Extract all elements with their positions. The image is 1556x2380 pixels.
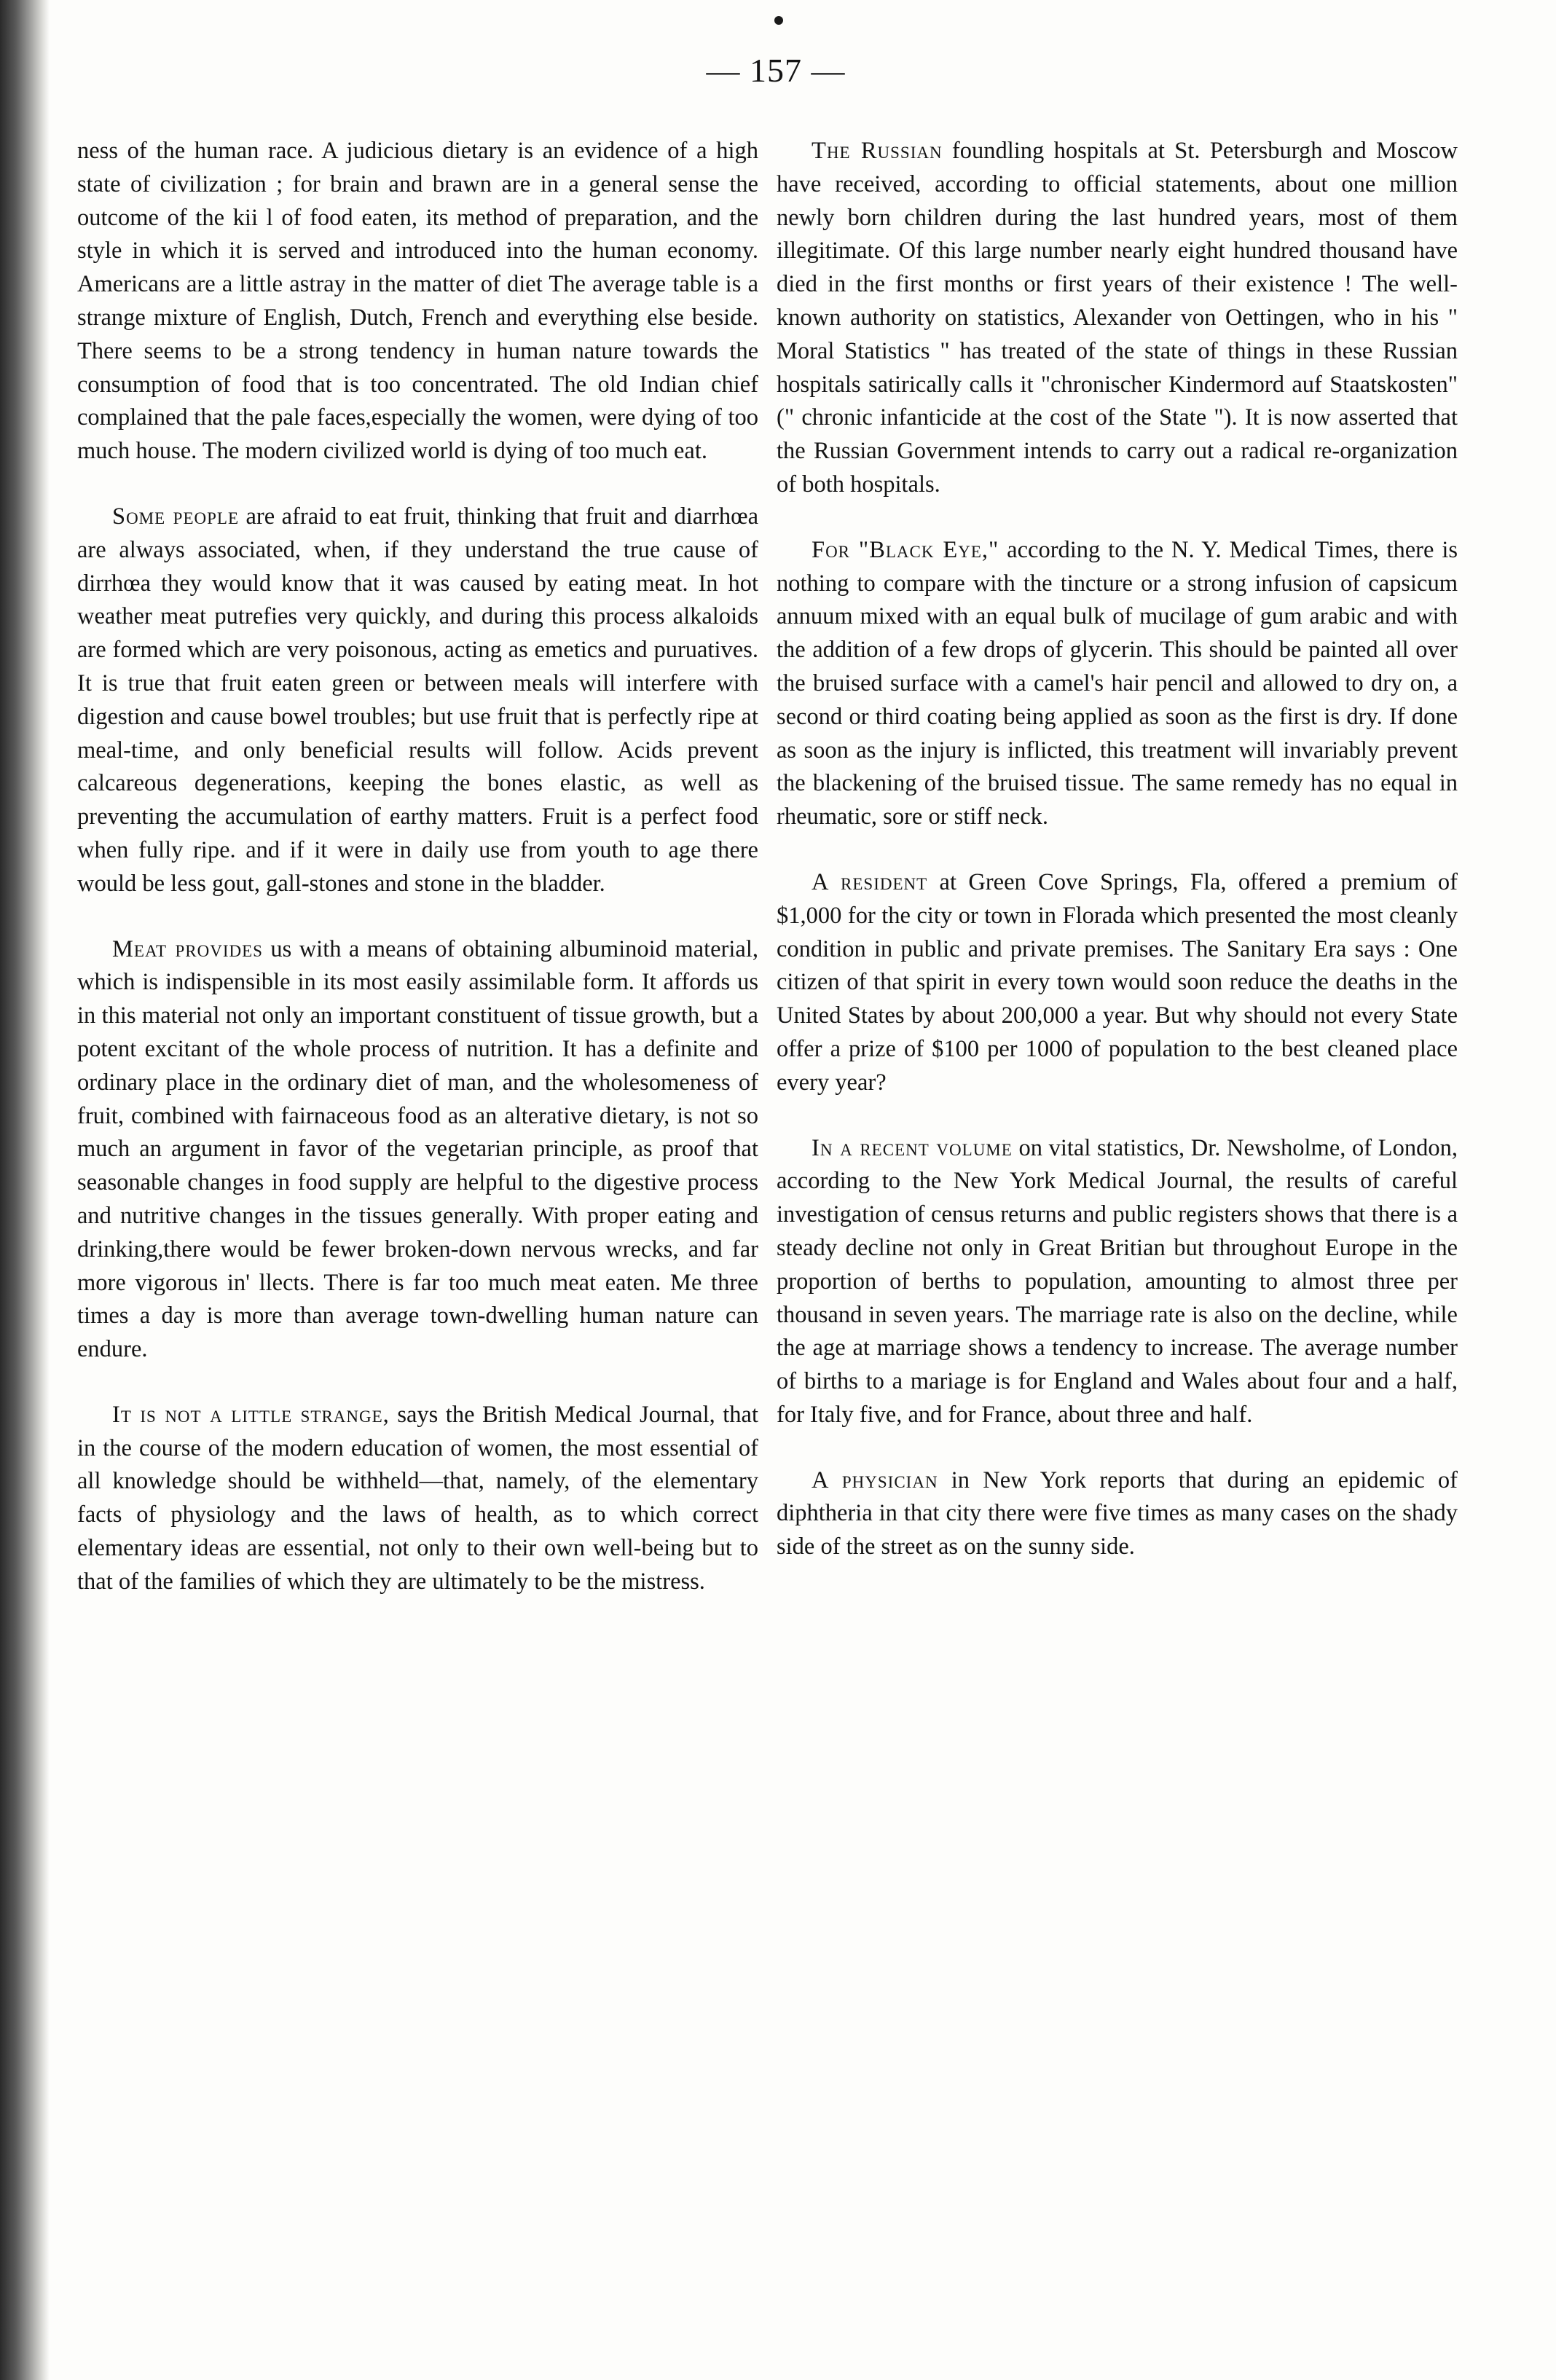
paragraph-body: says the British Medical Journal, that in the course of the modern education of women, the most essential of all knowledge should be withheld—that, namely, of the elementary facts of physiology and the laws of health, as to which correct elementary ideas are essential, not only to their own well-being but to that of the families of which they are ultimately to be the mistress. (77, 1401, 758, 1595)
page-number: — 157 — (706, 52, 846, 89)
paragraph-body: are afraid to eat fruit, thinking that fruit and diarrhœa are always associated, when, if they understand the true cause of dirrhœa they would know that it was caused by eating meat. In hot weather meat putrefies very quickly, and during this process alkaloids are formed which are very poisonous, acting as emetics and puruatives. It is true that fruit eaten green or between meals will interfere with digestion and cause bowel troubles; but use fruit that is perfectly ripe at meal-time, and only beneficial results will follow. Acids prevent calcareous degenerations, keeping the bones elastic, as well as preventing the accumulation of earthy matters. Fruit is a perfect food when fully ripe. and if it were in daily use from youth to age there would be less gout, gall-stones and stone in the bladder. (77, 503, 758, 897)
paragraph-green-cove (777, 866, 1458, 1100)
paragraph-lead: A resident (812, 868, 928, 895)
paragraph-black-eye (777, 534, 1458, 834)
paragraph-body: at Green Cove Springs, Fla, offered a premium of $1,000 for the city or town in Florada which presented the most cleanly condition in public and private premises. The Sanitary Era says : One citizen of that spirit in every town would soon reduce the deaths in the United States by about 200,000 a year. But why should not every State offer a prize of $100 per 1000 of population to the best cleaned place every year? (777, 868, 1458, 1096)
paragraph-lead: In a recent volume (812, 1134, 1013, 1161)
ink-dot (774, 16, 783, 25)
page-binding-edge (0, 0, 50, 2380)
paragraph-body: ness of the human race. A judicious dietary is an evidence of a high state of civilization ; for brain and brawn are in a general sense the outcome of the kii l of food eaten, its method of preparation, and the style in which it is served and introduced into the human economy. Americans are a little astray in the matter of diet The average table is a strange mixture of English, Dutch, French and everything else beside. There seems to be a strong tendency in human nature towards the consumption of food that is too concentrated. The old Indian chief complained that the pale faces,especially the women, were dying of too much house. The modern civilized world is dying of too much eat. (77, 138, 758, 465)
paragraph-russian-hospitals (777, 135, 1458, 502)
paragraph-lead: For "Black Eye," (812, 536, 999, 563)
right-column (777, 135, 1458, 1596)
paragraph-diphtheria (777, 1464, 1458, 1564)
paragraph-education (77, 1399, 758, 1599)
paragraph-lead: Some people (112, 503, 240, 530)
paragraph-body: according to the N. Y. Medical Times, there is nothing to compare with the tincture or a strong infusion of capsicum annuum mixed with an equal bulk of mucilage of gum arabic and with the addition of a few drops of glycerin. This should be painted all over the bruised surface with a camel's hair pencil and allowed to dry on, a second or third coating being applied as soon as the first is dry. If done as soon as the injury is inflicted, this treatment will invariably prevent the blackening of the bruised tissue. The same remedy has no equal in rheumatic, sore or stiff neck. (777, 536, 1458, 830)
paragraph-lead: It is not a little strange, (112, 1401, 390, 1428)
paragraph-vital-statistics (777, 1132, 1458, 1432)
paragraph-lead: A physician (812, 1466, 938, 1493)
left-column (77, 135, 758, 1631)
paragraph-meat (77, 933, 758, 1367)
paragraph-body: in New York reports that during an epidemic of diphtheria in that city there were five times as many cases on the shady side of the street as on the sunny side. (777, 1466, 1458, 1560)
paragraph-lead: Meat provides (112, 935, 263, 962)
paragraph-body: us with a means of obtaining albuminoid material, which is indispensible in its most easily assimilable form. It affords us in this material not only an important constituent of tissue growth, but a potent excitant of the whole process of nutrition. It has a definite and ordinary place in the ordinary diet of man, and the wholesomeness of fruit, combined with fairnaceous food as an alterative dietary, is not so much an argument in favor of the vegetarian principle, as proof that seasonable changes in food supply are helpful to the digestive process and nutritive changes in the tissues generally. With proper eating and drinking,there would be fewer broken-down nervous wrecks, and far more vigorous in' llects. There is far too much meat eaten. Me three times a day is more than average town-dwelling human nature can endure. (77, 935, 758, 1363)
paragraph-fruit (77, 500, 758, 901)
paragraph-lead: The Russian (812, 138, 943, 164)
paragraph-diet (77, 135, 758, 468)
paragraph-body: foundling hospitals at St. Petersburgh and Moscow have received, according to official statements, about one million newly born children during the last hundred years, most of them illegitimate. Of this large number nearly eight hundred thousand have died in the first months or first years of their existence ! The well-known authority on statistics, Alexander von Oettingen, who in his " Moral Statistics " has treated of the state of things in these Russian hospitals satirically calls it "chronischer Kindermord auf Staatskosten" (" chronic infanticide at the cost of the State "). It is now asserted that the Russian Government intends to carry out a radical re-organization of both hospitals. (777, 138, 1458, 498)
paragraph-body: on vital statistics, Dr. Newsholme, of London, according to the New York Medical Journal, the results of careful investigation of census returns and public registers shows that there is a steady decline not only in Great Britian but throughout Europe in the proportion of berths to population, amounting to almost three per thousand in seven years. The marriage rate is also on the decline, while the age at marriage shows a tendency to increase. The average number of births to a mariage is for England and Wales about four and a half, for Italy five, and for France, about three and half. (777, 1134, 1458, 1428)
